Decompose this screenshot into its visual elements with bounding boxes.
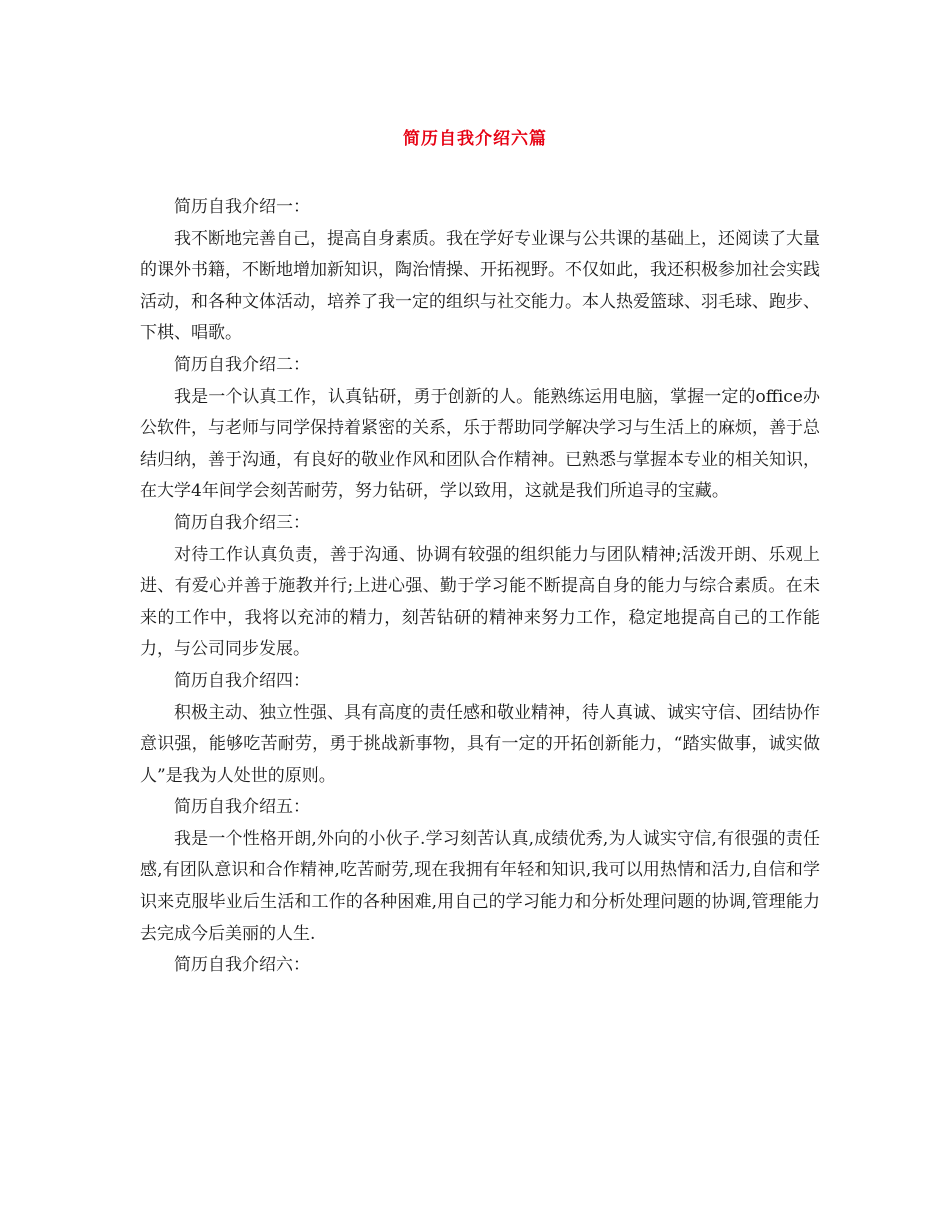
section-body-1: 我不断地完善自己，提高自身素质。我在学好专业课与公共课的基础上，还阅读了大量的课外书籍，不断地增加新知识，陶治情操、开拓视野。不仅如此，我还积极参加社会实践活动，和各种文体活动，培养了我一定的组织与社交能力。本人热爱篮球、羽毛球、跑步、下棋、唱歌。 [140,228,820,344]
section-body-5: 我是一个性格开朗,外向的小伙子.学习刻苦认真,成绩优秀,为人诚实守信,有很强的责任感,有团队意识和合作精神,吃苦耐劳,现在我拥有年轻和知识,我可以用热情和活力,自信和学识来克服毕业后生活和工作的各种困难,用自己的学习能力和分析处理问题的协调,管理能力去完成今后美丽的人生. [140,828,820,944]
section-heading-6: 简历自我介绍六： [174,955,310,976]
document-title: 简历自我介绍六篇 [403,129,547,149]
section-heading-2: 简历自我介绍二： [174,354,310,375]
section-body-4: 积极主动、独立性强、具有高度的责任感和敬业精神，待人真诚、诚实守信、团结协作意识强，能够吃苦耐劳，勇于挑战新事物，具有一定的开拓创新能力，“踏实做事，诚实做人”是我为人处世的原则。 [140,702,820,786]
document-body [140,192,820,982]
section-body-2: 我是一个认真工作，认真钻研，勇于创新的人。能熟练运用电脑，掌握一定的office办公软件，与老师与同学保持着紧密的关系，乐于帮助同学解决学习与生活上的麻烦，善于总结归纳，善于沟通，有良好的敬业作风和团队合作精神。已熟悉与掌握本专业的相关知识，在大学4年间学会刻苦耐劳，努力钻研，学以致用，这就是我们所追寻的宝藏。 [140,386,820,502]
section-heading-4: 简历自我介绍四： [174,670,310,691]
section-heading-5: 简历自我介绍五： [174,797,310,818]
section-body-3: 对待工作认真负责，善于沟通、协调有较强的组织能力与团队精神;活泼开朗、乐观上进、有爱心并善于施教并行;上进心强、勤于学习能不断提高自身的能力与综合素质。在未来的工作中，我将以充沛的精力，刻苦钻研的精神来努力工作，稳定地提高自己的工作能力，与公司同步发展。 [140,544,820,660]
section-heading-1: 简历自我介绍一： [174,197,310,217]
section-heading-3: 简历自我介绍三： [174,512,310,533]
